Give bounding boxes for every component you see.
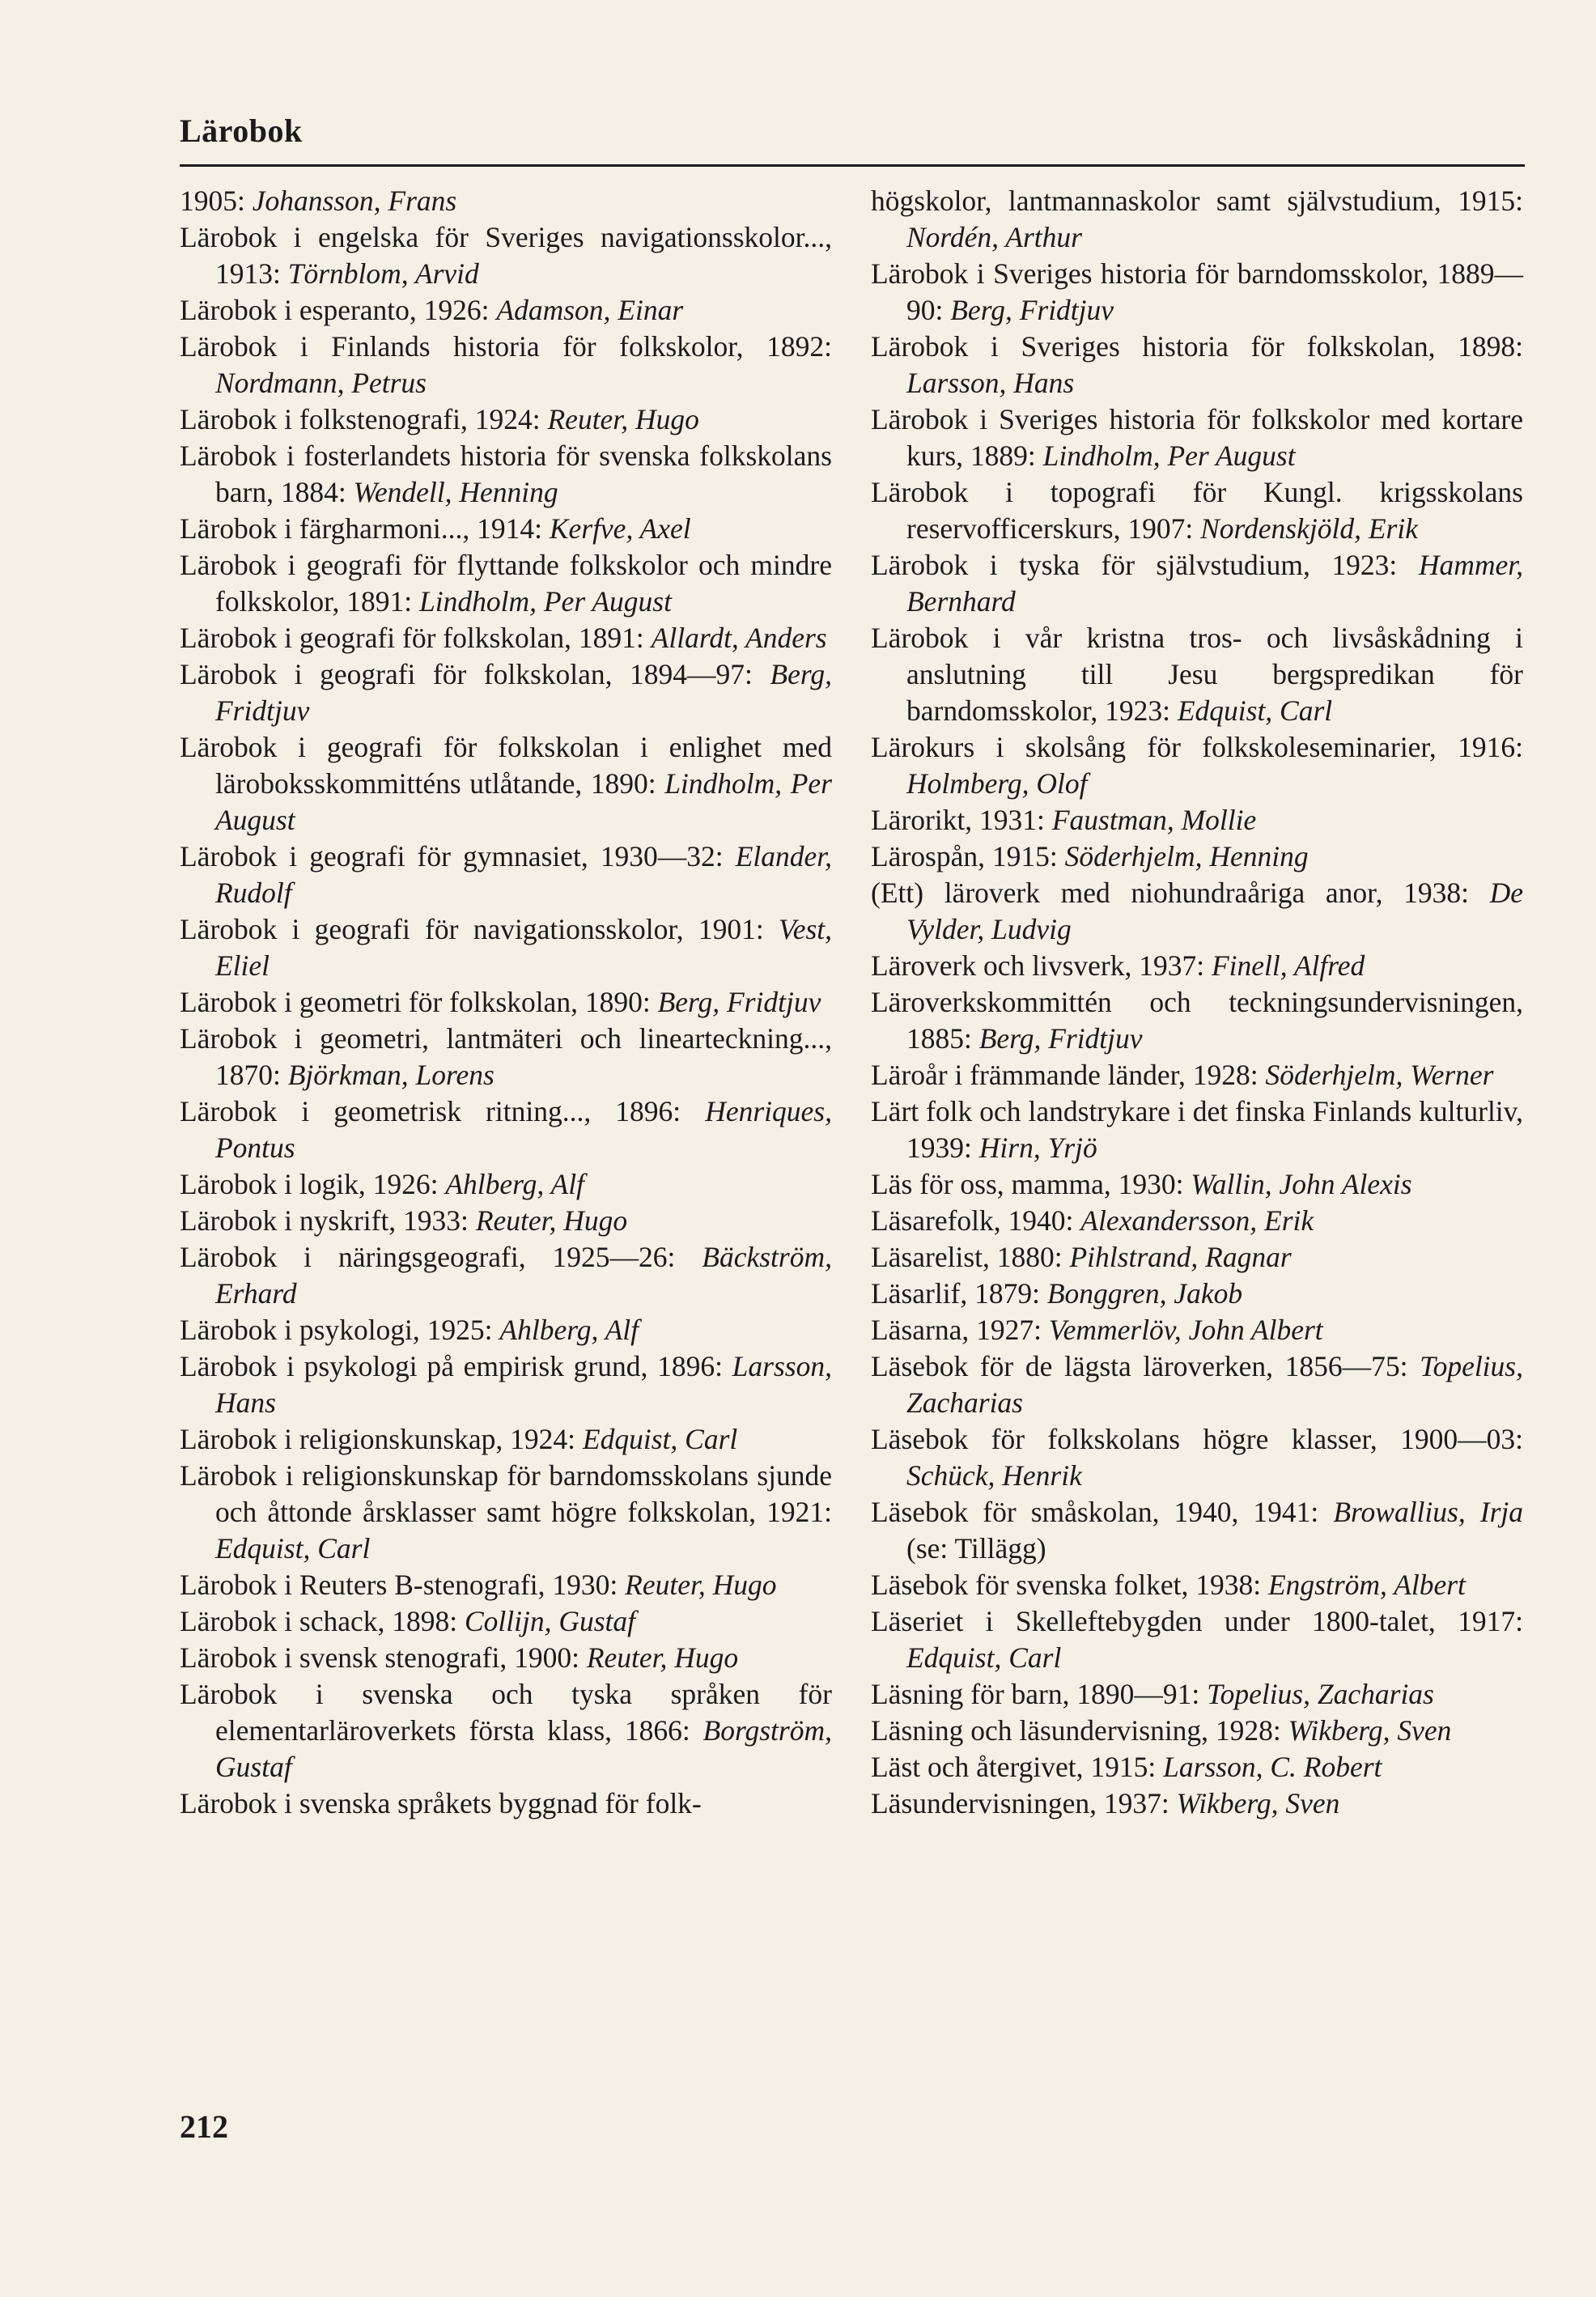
entry-author: Finell, Alfred [1211,949,1365,982]
index-entry [871,1166,1523,1203]
entry-title: Läsarelist, 1880: [871,1241,1070,1273]
entry-author: Collijn, Gustaf [464,1605,636,1637]
entry-title: Lärobok i religionskunskap för barndomsskolans sjunde och åttonde årsklasser samt högre folkskolan, 1921: [180,1459,832,1528]
entry-title: Lärokurs i skolsång för folkskoleseminarier, 1916: [871,731,1523,763]
entry-title: Läsundervisningen, 1937: [871,1787,1177,1819]
index-entry [871,729,1523,802]
entry-title: Läroverk och livsverk, 1937: [871,949,1212,982]
entry-title: Lärobok i engelska för Sveriges navigationsskolor..., 1913: [180,221,832,290]
index-entry [871,1676,1523,1713]
running-header: Lärobok [180,113,303,149]
entry-title: Lärobok i geografi för folkskolan, 1891: [180,622,652,654]
entry-title: Läst och återgivet, 1915: [871,1751,1164,1783]
entry-author: Larsson, Hans [906,367,1075,399]
entry-author: Berg, Fridtjuv [215,658,832,727]
entry-author: Holmberg, Olof [906,767,1088,800]
entry-author: Wendell, Henning [353,476,558,508]
left-column [180,183,832,1822]
index-entry [871,1749,1523,1785]
entry-title: Lärobok i färgharmoni..., 1914: [180,512,550,545]
entry-author: Edquist, Carl [906,1641,1062,1674]
entry-author: Nordén, Arthur [906,221,1082,253]
index-entry [871,1567,1523,1603]
entry-title: Lärobok i geometrisk ritning..., 1896: [180,1095,706,1127]
index-entry [180,511,832,547]
entry-author: Lindholm, Per August [419,585,672,618]
entry-author: Kerfve, Axel [549,512,691,545]
entry-title: Lärobok i nyskrift, 1933: [180,1204,476,1237]
entry-author: Pihlstrand, Ragnar [1069,1241,1292,1273]
index-entry [180,1239,832,1312]
index-entry [180,1203,832,1239]
index-entry [871,256,1523,329]
entry-author: Nordmann, Petrus [215,367,427,399]
entry-title: Lärobok i geografi för navigationsskolor, 1901: [180,913,779,945]
entry-author: Vest, Eliel [215,913,832,982]
entry-author: Törnblom, Arvid [287,257,479,290]
entry-title: Lärobok i geografi för folkskolan i enlighet med läroboksskommitténs utlåtande, 1890: [180,731,832,800]
index-entry [871,984,1523,1057]
index-entry [180,1312,832,1348]
entry-author: Alexandersson, Erik [1080,1204,1314,1237]
entry-note: (se: Tillägg) [906,1532,1046,1565]
entry-author: Berg, Fridtjuv [657,986,821,1018]
entry-title: Lärobok i religionskunskap, 1924: [180,1423,583,1455]
entry-title: Lärobok i esperanto, 1926: [180,294,497,326]
index-entry [871,620,1523,729]
header-rule [180,164,1525,167]
entry-title: Lärobok i Reuters B-stenografi, 1930: [180,1569,626,1601]
entry-author: Wikberg, Sven [1288,1714,1452,1747]
index-entry [180,1676,832,1785]
entry-title: Lärospån, 1915: [871,840,1065,873]
entry-title: Läsning och läsundervisning, 1928: [871,1714,1288,1747]
entry-author: Edquist, Carl [1177,694,1333,727]
entry-author: Ahlberg, Alf [499,1314,639,1346]
index-entry [180,1421,832,1458]
entry-title: Lärobok i Finlands historia för folkskolor, 1892: [180,330,832,363]
index-entry [180,911,832,984]
index-entry [180,183,832,219]
entry-author: De Vylder, Ludvig [906,877,1523,945]
entry-title: Läs för oss, mamma, 1930: [871,1168,1191,1200]
entry-title: Läroverkskommittén och teckningsundervisningen, 1885: [871,986,1523,1055]
entry-author: Bonggren, Jakob [1046,1277,1243,1310]
index-entry [871,183,1523,256]
entry-author: Faustman, Mollie [1051,804,1257,836]
index-entry [180,292,832,329]
entry-title: Lärobok i Sveriges historia för barndomsskolor, 1889—90: [871,257,1523,326]
entry-title: Lärobok i fosterlandets historia för svenska folkskolans barn, 1884: [180,439,832,508]
entry-title: Lärobok i tyska för självstudium, 1923: [871,549,1419,581]
entry-author: Henriques, Pontus [215,1095,832,1164]
entry-author: Vemmerlöv, John Albert [1048,1314,1323,1346]
entry-author: Edquist, Carl [215,1532,371,1565]
index-entry [180,839,832,911]
entry-title: högskolor, lantmannaskolor samt självstudium, 1915: [871,185,1523,217]
index-entry [871,1203,1523,1239]
index-entry [180,1603,832,1640]
index-entry [871,401,1523,474]
entry-title: Läsning för barn, 1890—91: [871,1678,1208,1710]
entry-title: Läsebok för folkskolans högre klasser, 1900—03: [871,1423,1523,1455]
index-entry [871,1239,1523,1276]
entry-title: Lärobok i näringsgeografi, 1925—26: [180,1241,702,1273]
index-entry [871,1713,1523,1749]
entry-author: Söderhjelm, Henning [1064,840,1309,873]
index-entry [180,729,832,839]
entry-author: Topelius, Zacharias [1207,1678,1434,1710]
entry-author: Berg, Fridtjuv [950,294,1114,326]
entry-author: Berg, Fridtjuv [978,1022,1143,1055]
index-entry [180,1348,832,1421]
entry-author: Reuter, Hugo [625,1569,777,1601]
entry-author: Johansson, Frans [252,185,457,217]
index-entry [180,620,832,656]
entry-title: Läsebok för de lägsta läroverken, 1856—75: [871,1350,1420,1382]
entry-author: Edquist, Carl [582,1423,738,1455]
entry-title: Läsarlif, 1879: [871,1277,1047,1310]
entry-author: Lindholm, Per August [215,767,832,836]
entry-author: Söderhjelm, Werner [1265,1059,1494,1091]
entry-title: Lärobok i svenska och tyska språken för elementarläroverkets första klass, 1866: [180,1678,832,1747]
index-entry [871,1312,1523,1348]
index-entry [871,1348,1523,1421]
entry-author: Schück, Henrik [906,1459,1082,1492]
entry-author: Adamson, Einar [496,294,684,326]
entry-title: Lärobok i topografi för Kungl. krigsskolans reservofficerskurs, 1907: [871,476,1523,545]
entry-title: Lärobok i psykologi, 1925: [180,1314,500,1346]
entry-title: Lärt folk och landstrykare i det finska Finlands kulturliv, 1939: [871,1095,1523,1164]
entry-title: Läroår i främmande länder, 1928: [871,1059,1266,1091]
entry-title: Lärobok i Sveriges historia för folkskolor med kortare kurs, 1889: [871,403,1523,472]
entry-title: Lärobok i geografi för gymnasiet, 1930—32: [180,840,736,873]
index-entry [871,1276,1523,1312]
entry-author: Browallius, Irja [1333,1496,1524,1528]
index-entry [871,839,1523,875]
entry-author: Hammer, Bernhard [906,549,1523,618]
index-entry [180,219,832,292]
entry-author: Hirn, Yrjö [978,1132,1097,1164]
entry-author: Bäckström, Erhard [215,1241,832,1310]
entry-title: Läsebok för svenska folket, 1938: [871,1569,1268,1601]
index-entry [180,1166,832,1203]
index-entry [180,438,832,511]
entry-title: Lärobok i geometri, lantmäteri och linearteckning..., 1870: [180,1022,832,1091]
entry-author: Lindholm, Per August [1042,439,1296,472]
index-entry [180,1785,832,1822]
index-entry [180,547,832,620]
index-entry [871,1785,1523,1822]
entry-author: Allardt, Anders [651,622,827,654]
entry-title: Lärobok i psykologi på empirisk grund, 1896: [180,1350,732,1382]
entry-author: Reuter, Hugo [475,1204,628,1237]
index-entry [871,948,1523,984]
index-entry [180,984,832,1021]
entry-author: Elander, Rudolf [215,840,832,909]
index-entry [871,1603,1523,1676]
index-entry [871,329,1523,401]
index-entry [871,875,1523,948]
entry-title: 1905: [180,185,253,217]
entry-title: Lärobok i folkstenografi, 1924: [180,403,548,435]
entry-author: Ahlberg, Alf [445,1168,584,1200]
page-number: 212 [180,2108,228,2145]
index-entry [180,1093,832,1166]
entry-title: Lärobok i geografi för folkskolan, 1894—97: [180,658,770,690]
entry-author: Nordenskjöld, Erik [1200,512,1418,545]
entry-author: Borgström, Gustaf [215,1714,832,1783]
right-column [871,183,1523,1822]
entry-title: Lärobok i vår kristna tros- och livsåskådning i anslutning till Jesu bergspredikan för barndomsskolor, 1923: [871,622,1523,727]
index-entry [871,802,1523,839]
entry-title: Lärobok i Sveriges historia för folkskolan, 1898: [871,330,1523,363]
entry-author: Wallin, John Alexis [1191,1168,1412,1200]
index-entry [871,1494,1523,1567]
entry-title: Lärobok i logik, 1926: [180,1168,446,1200]
entry-author: Topelius, Zacharias [906,1350,1523,1419]
entry-title: Lärobok i geografi för flyttande folkskolor och mindre folkskolor, 1891: [180,549,832,618]
entry-title: Läsarefolk, 1940: [871,1204,1081,1237]
index-entry [180,1640,832,1676]
index-entry [871,1093,1523,1166]
index-entry [871,474,1523,547]
entry-author: Larsson, Hans [215,1350,832,1419]
index-entry [180,1567,832,1603]
entry-title: (Ett) läroverk med niohundraåriga anor, 1938: [871,877,1490,909]
index-entry [180,1021,832,1093]
entry-author: Larsson, C. Robert [1163,1751,1382,1783]
entry-author: Reuter, Hugo [547,403,699,435]
index-entry [180,401,832,438]
index-entry [180,329,832,401]
entry-author: Reuter, Hugo [586,1641,739,1674]
index-entry [180,656,832,729]
entry-title: Lärobok i geometri för folkskolan, 1890: [180,986,658,1018]
index-entry [180,1458,832,1567]
entry-title: Läsarna, 1927: [871,1314,1049,1346]
entry-title: Lärobok i svensk stenografi, 1900: [180,1641,587,1674]
index-entry [871,1057,1523,1093]
entry-title: Läsebok för småskolan, 1940, 1941: [871,1496,1334,1528]
entry-title: Lärorikt, 1931: [871,804,1052,836]
entry-author: Engström, Albert [1267,1569,1466,1601]
index-entry [871,1421,1523,1494]
entry-title: Läseriet i Skelleftebygden under 1800-talet, 1917: [871,1605,1523,1637]
entry-author: Björkman, Lorens [287,1059,495,1091]
index-entry [871,547,1523,620]
entry-title: Lärobok i schack, 1898: [180,1605,465,1637]
entry-author: Wikberg, Sven [1176,1787,1340,1819]
entry-title: Lärobok i svenska språkets byggnad för folk- [180,1787,702,1819]
